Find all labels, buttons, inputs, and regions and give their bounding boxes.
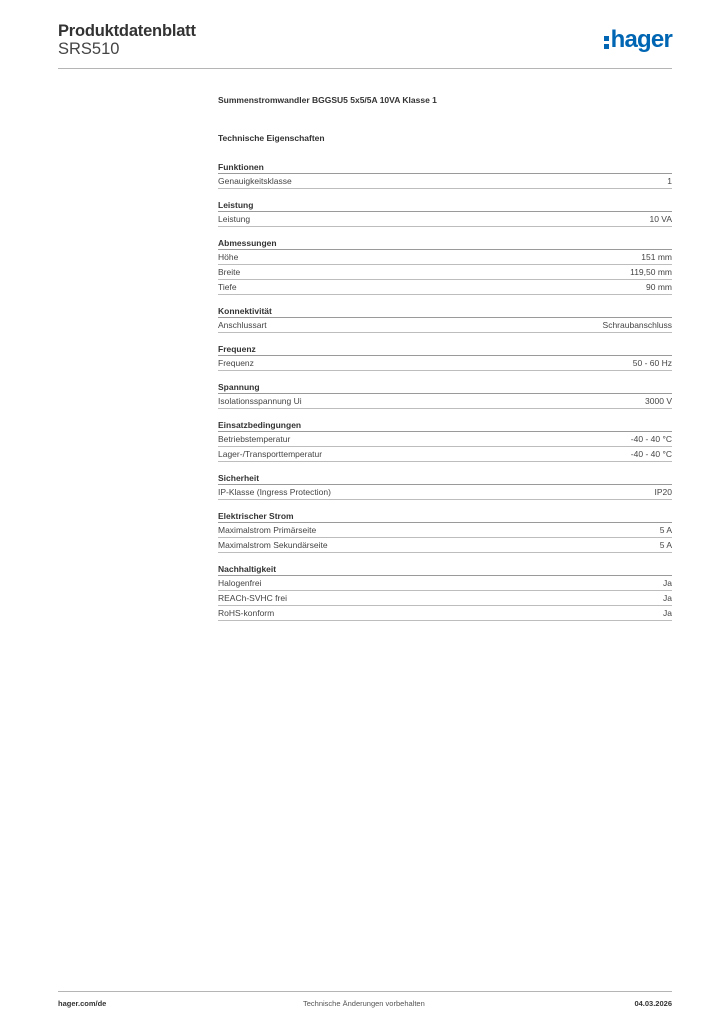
property-row	[218, 250, 672, 265]
property-row	[218, 212, 672, 227]
property-row	[218, 265, 672, 280]
product-code: SRS510	[58, 40, 120, 58]
property-group	[218, 419, 672, 462]
property-value: 5 A	[659, 525, 672, 535]
property-value: IP20	[654, 487, 672, 497]
hager-logo	[604, 28, 672, 52]
property-label: Betriebstemperatur	[218, 434, 291, 444]
section-heading: Technische Eigenschaften	[218, 133, 325, 143]
property-row	[218, 538, 672, 553]
group-title: Einsatzbedingungen	[218, 419, 672, 432]
property-value: 3000 V	[645, 396, 672, 406]
property-label: Leistung	[218, 214, 251, 224]
property-label: Breite	[218, 267, 241, 277]
property-label: Maximalstrom Sekundärseite	[218, 540, 328, 550]
property-row	[218, 447, 672, 462]
property-value: -40 - 40 °C	[630, 449, 672, 459]
datasheet-content	[218, 95, 672, 631]
property-value: 50 - 60 Hz	[632, 358, 672, 368]
property-value: Ja	[663, 578, 672, 588]
property-label: Genauigkeitsklasse	[218, 176, 292, 186]
property-value: 1	[667, 176, 672, 186]
property-group	[218, 237, 672, 295]
group-title: Elektrischer Strom	[218, 510, 672, 523]
property-value: 10 VA	[649, 214, 672, 224]
group-title: Leistung	[218, 199, 672, 212]
document-title: Produktdatenblatt	[58, 22, 196, 40]
property-group	[218, 161, 672, 189]
footer-disclaimer: Technische Änderungen vorbehalten	[303, 999, 425, 1008]
property-label: IP-Klasse (Ingress Protection)	[218, 487, 331, 497]
page-footer	[58, 999, 672, 1013]
property-value: 90 mm	[646, 282, 672, 292]
property-value: 151 mm	[641, 252, 672, 262]
property-label: Halogenfrei	[218, 578, 262, 588]
property-value: 119,50 mm	[630, 267, 672, 277]
property-row	[218, 318, 672, 333]
footer-website-link[interactable]: hager.com/de	[58, 999, 107, 1008]
group-title: Funktionen	[218, 161, 672, 174]
property-row	[218, 280, 672, 295]
property-label: Höhe	[218, 252, 239, 262]
property-value: Ja	[663, 593, 672, 603]
group-title: Frequenz	[218, 343, 672, 356]
property-label: RoHS-konform	[218, 608, 275, 618]
property-label: Tiefe	[218, 282, 237, 292]
property-value: -40 - 40 °C	[630, 434, 672, 444]
property-label: Maximalstrom Primärseite	[218, 525, 317, 535]
group-title: Konnektivität	[218, 305, 672, 318]
property-row	[218, 606, 672, 621]
property-row	[218, 356, 672, 371]
logo-colon-icon	[604, 32, 609, 49]
property-label: Frequenz	[218, 358, 254, 368]
group-title: Spannung	[218, 381, 672, 394]
footer-date: 04.03.2026	[634, 999, 672, 1008]
property-row	[218, 576, 672, 591]
property-row	[218, 432, 672, 447]
property-group	[218, 472, 672, 500]
property-label: REACh-SVHC frei	[218, 593, 287, 603]
property-row	[218, 523, 672, 538]
property-group	[218, 381, 672, 409]
property-group	[218, 343, 672, 371]
group-title: Sicherheit	[218, 472, 672, 485]
property-row	[218, 485, 672, 500]
group-title: Abmessungen	[218, 237, 672, 250]
group-title: Nachhaltigkeit	[218, 563, 672, 576]
property-value: Ja	[663, 608, 672, 618]
property-group	[218, 199, 672, 227]
product-name: Summenstromwandler BGGSU5 5x5/5A 10VA Klasse 1	[218, 95, 437, 105]
footer-divider	[58, 991, 672, 992]
property-groups	[218, 161, 672, 621]
logo-text: hager	[610, 26, 672, 53]
property-label: Anschlussart	[218, 320, 267, 330]
property-row	[218, 591, 672, 606]
property-value: 5 A	[659, 540, 672, 550]
property-group	[218, 563, 672, 621]
page-header	[58, 20, 672, 70]
property-value: Schraubanschluss	[602, 320, 672, 330]
header-divider	[58, 68, 672, 69]
property-label: Isolationsspannung Ui	[218, 396, 302, 406]
property-label: Lager-/Transporttemperatur	[218, 449, 323, 459]
property-group	[218, 510, 672, 553]
property-row	[218, 394, 672, 409]
property-row	[218, 174, 672, 189]
property-group	[218, 305, 672, 333]
